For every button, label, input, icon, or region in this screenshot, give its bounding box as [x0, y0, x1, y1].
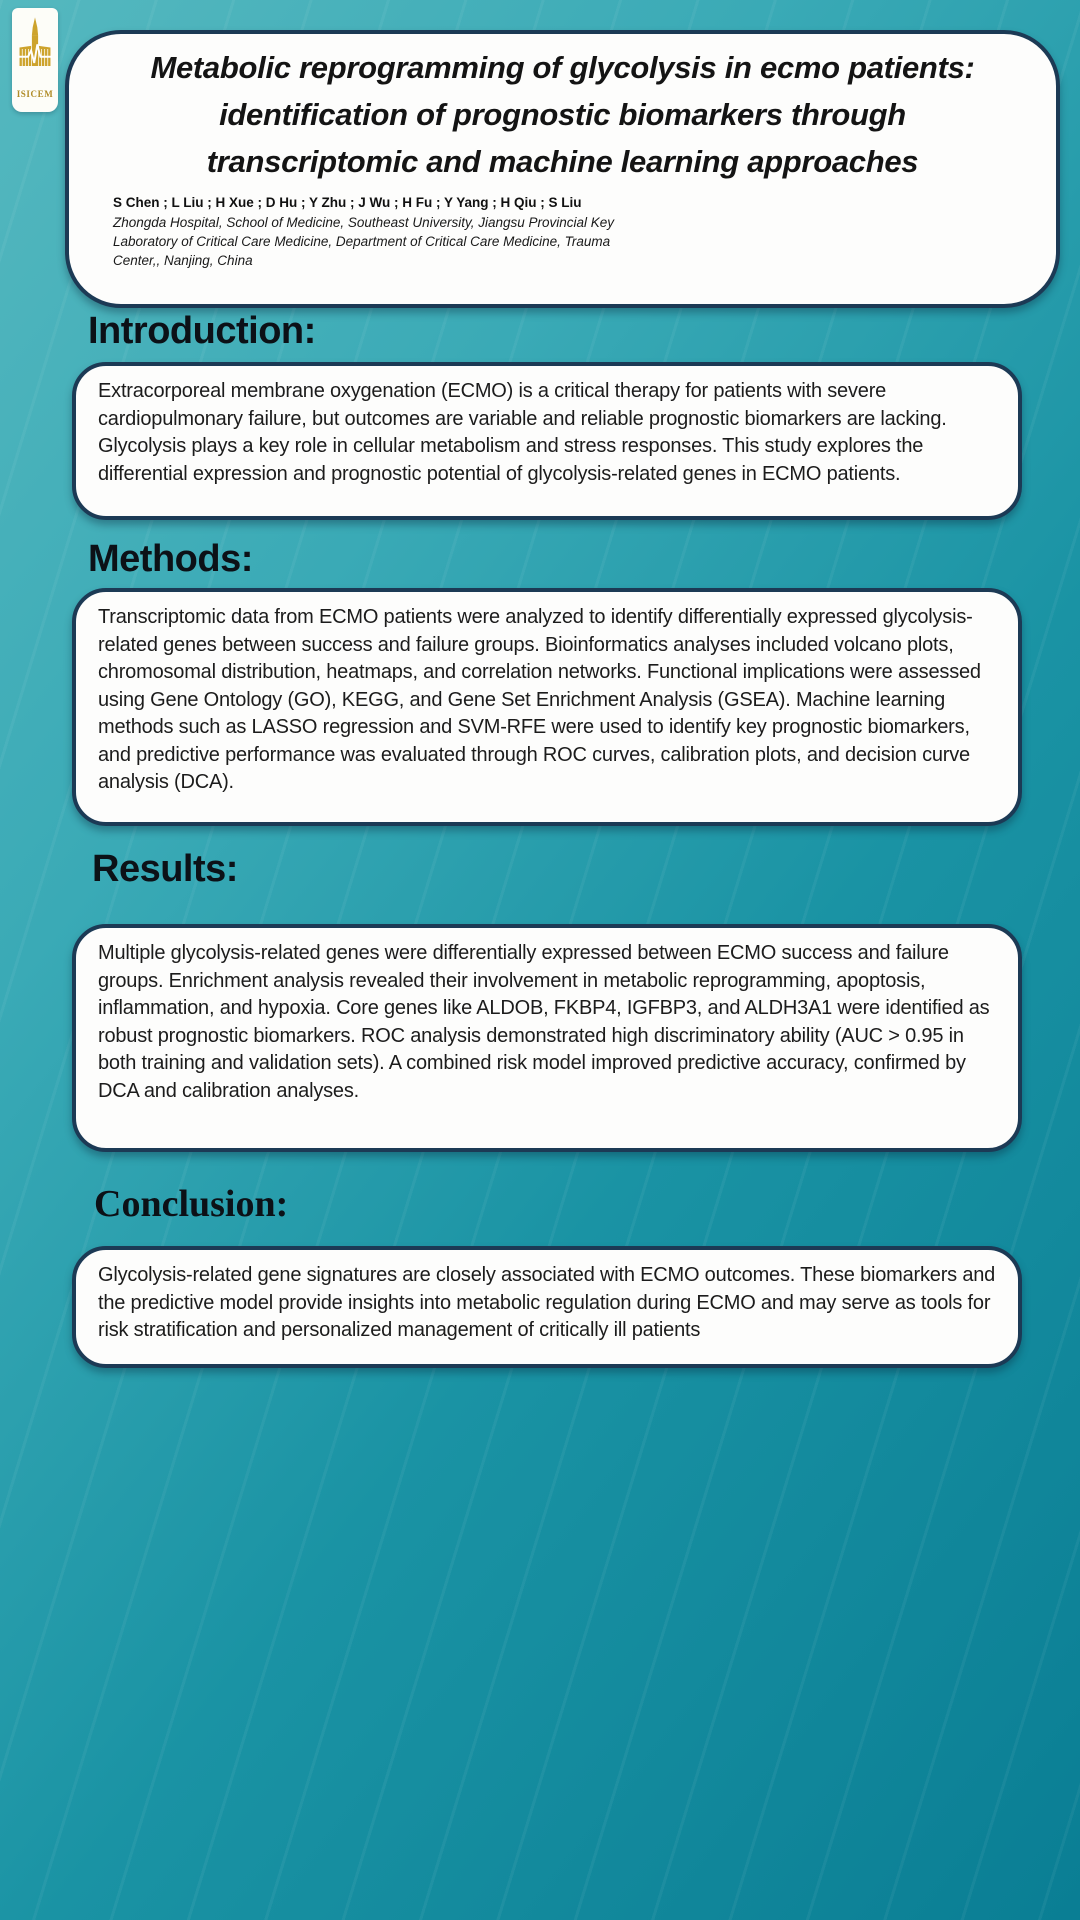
- section-panel-conclusion: [72, 1246, 1022, 1368]
- section-heading-conclusion: Conclusion:: [94, 1183, 289, 1225]
- poster-title: Metabolic reprogramming of glycolysis in ecmo patients: identification of prognostic biomarkers through transcriptomic and machine learning approaches: [150, 50, 975, 180]
- section-body-conclusion: Glycolysis-related gene signatures are closely associated with ECMO outcomes. These biomarkers and the predictive model provide insights into metabolic regulation during ECMO and may serve as tools for risk stratification and personalized management of critically ill patients: [98, 1264, 996, 1341]
- isicem-logo: [12, 8, 58, 112]
- section-body-methods: Transcriptomic data from ECMO patients were analyzed to identify differentially expressed glycolysis-related genes between success and failure groups. Bioinformatics analyses included volcano plots, chromosomal distribution, heatmaps, and correlation networks. Functional implications were assessed using Gene Ontology (GO), KEGG, and Gene Set Enrichment Analysis (GSEA). Machine learning methods such as LASSO regression and SVM-RFE were used to identify key prognostic biomarkers, and predictive performance was evaluated through ROC curves, calibration plots, and decision curve analysis (DCA).: [98, 606, 981, 793]
- section-panel-introduction: [72, 362, 1022, 520]
- section-heading-methods: Methods:: [88, 538, 253, 580]
- header-meta: [97, 194, 653, 270]
- section-body-introduction: Extracorporeal membrane oxygenation (ECMO) is a critical therapy for patients with severe cardiopulmonary failure, but outcomes are variable and reliable prognostic biomarkers are lacking. Glycolysis plays a key role in cellular metabolism and stress responses. This study explores the differential expression and prognostic potential of glycolysis-related genes in ECMO patients.: [98, 380, 947, 485]
- section-heading-introduction: Introduction:: [88, 310, 316, 352]
- section-panel-methods: [72, 588, 1022, 826]
- section-panel-results: [72, 924, 1022, 1152]
- cathedral-ecg-icon: [18, 8, 52, 87]
- poster-authors: S Chen ; L Liu ; H Xue ; D Hu ; Y Zhu ; J Wu ; H Fu ; Y Yang ; H Qiu ; S Liu: [113, 195, 582, 211]
- logo-text: ISICEM: [16, 89, 54, 99]
- poster-affiliation: Zhongda Hospital, School of Medicine, Southeast University, Jiangsu Provincial Key Laboratory of Critical Care Medicine, Department of Critical Care Medicine, Trauma Center,, Nanjing, China: [113, 214, 615, 268]
- section-heading-results: Results:: [92, 848, 238, 890]
- section-body-results: Multiple glycolysis-related genes were differentially expressed between ECMO success and failure groups. Enrichment analysis revealed their involvement in metabolic reprogramming, apoptosis, inflammation, and hypoxia. Core genes like ALDOB, FKBP4, IGFBP3, and ALDH3A1 were identified as robust prognostic biomarkers. ROC analysis demonstrated high discriminatory ability (AUC > 0.95 in both training and validation sets). A combined risk model improved predictive accuracy, confirmed by DCA and calibration analyses.: [98, 942, 990, 1102]
- header-panel: [65, 30, 1060, 308]
